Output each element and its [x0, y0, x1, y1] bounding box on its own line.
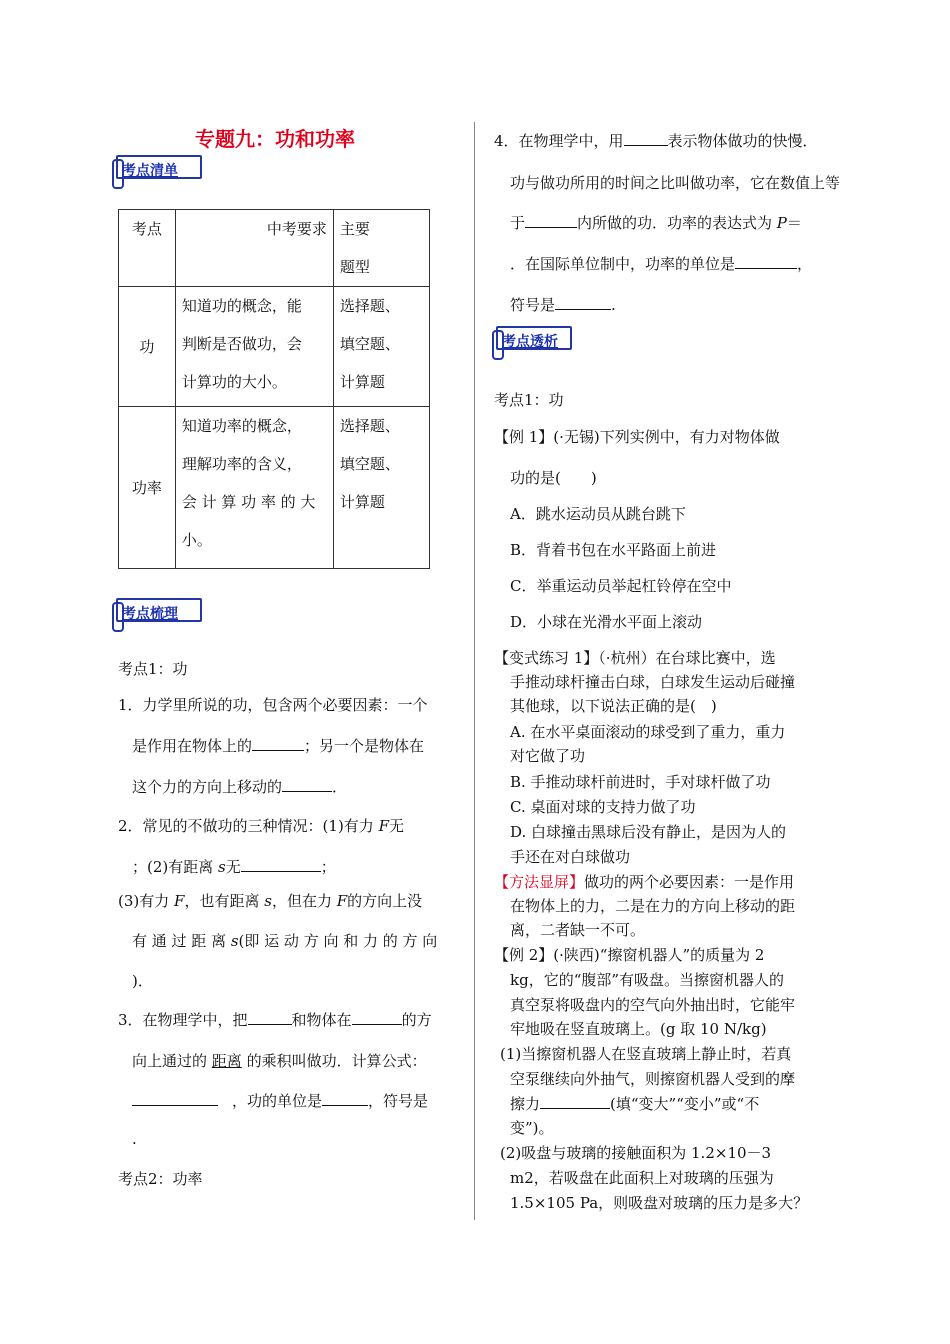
question-2-line5: )． [132, 972, 153, 990]
option: 对它做了功 [510, 747, 586, 765]
question-1-line2: 是作用在物体上的 ；另一个是物体在 [132, 737, 425, 755]
example-2-line: 1.5×105 Pa，则吸盘对玻璃的压力是多大？ [510, 1194, 809, 1212]
column-divider [474, 122, 475, 1220]
question-3: 3．在物理学中，把 和物体在 的方 [118, 1011, 432, 1029]
table-header: 考点 [119, 210, 176, 287]
requirements-table [118, 209, 430, 569]
option: A. 在水平桌面滚动的球受到了重力，重力 [510, 723, 786, 741]
question-3-line4: . [132, 1130, 137, 1148]
example-2-line: (1)当擦窗机器人在竖直玻璃上静止时，若真 [500, 1045, 792, 1063]
example-2: 【例 2】(·陕西)“擦窗机器人”的质量为 2 [494, 946, 765, 964]
variant-1-line: 其他球，以下说法正确的是( ) [510, 697, 717, 715]
example-2-line: 牢地吸在竖直玻璃上。(g 取 10 N/kg) [510, 1020, 767, 1038]
example-1: 【例 1】(·无锡)下列实例中，有力对物体做 [494, 428, 780, 446]
question-4-line5: 符号是 . [510, 296, 616, 314]
table-cell: 功 [119, 287, 176, 407]
example-2-line: m2，若吸盘在此面积上对玻璃的压强为 [510, 1169, 774, 1187]
question-4-line2: 功与做功所用的时间之比叫做功率，它在数值上等 [510, 174, 841, 192]
question-4: 4．在物理学中，用 表示物体做功的快慢． [494, 132, 818, 150]
variant-1-line: 手推动球杆撞击白球，白球发生运动后碰撞 [510, 673, 796, 691]
section-label: 考点2：功率 [118, 1170, 203, 1188]
question-1-line3: 这个力的方向上移动的 ． [132, 778, 348, 796]
method-tip-line: 离，二者缺一不可。 [510, 921, 646, 939]
option: D．小球在光滑水平面上滚动 [510, 613, 703, 631]
example-2-line: kg，它的“腹部”有吸盘。当擦窗机器人的 [510, 971, 785, 989]
table-header: 中考要求 [175, 210, 333, 287]
example-2-line: 真空泵将吸盘内的空气向外抽出时，它能牢 [510, 996, 796, 1014]
question-3-line3: ，功的单位是 ，符号是 [132, 1090, 428, 1111]
table-cell: 知道功的概念，能 判断是否做功，会 计算功的大小。 [175, 287, 333, 407]
question-2: 2．常见的不做功的三种情况：(1)有力 F无 [118, 817, 404, 835]
table-header: 主要 题型 [333, 210, 429, 287]
question-2-line4: 有 通 过 距 离 s(即 运 动 方 向 和 力 的 方 向 [132, 932, 438, 950]
table-cell: 知道功率的概念， 理解功率的含义， 会 计 算 功 率 的 大 小。 [175, 407, 333, 569]
question-2-line3: (3)有力 F，也有距离 s，但在力 F的方向上没 [118, 892, 423, 910]
banner-list: 考点清单 [112, 155, 202, 185]
option: 手还在对白球做功 [510, 848, 631, 866]
question-2-line2: ；(2)有距离 s无 ； [132, 858, 336, 876]
example-1-line2: 功的是( ) [510, 469, 597, 487]
option: B．背着书包在水平路面上前进 [510, 541, 717, 559]
table-cell: 选择题、 填空题、 计算题 [333, 287, 429, 407]
option: C．举重运动员举起杠铃停在空中 [510, 577, 732, 595]
question-1: 1．力学里所说的功，包含两个必要因素：一个 [118, 696, 428, 714]
option: B. 手推动球杆前进时，手对球杆做了功 [510, 773, 771, 791]
method-tip-line: 在物体上的力，二是在力的方向上移动的距 [510, 897, 796, 915]
page-title: 专题九：功和功率 [195, 127, 355, 151]
method-tip: 【方法显屏】做功的两个必要因素：一是作用 [494, 873, 795, 891]
example-2-line: 空泵继续向外抽气，则擦窗机器人受到的摩 [510, 1070, 796, 1088]
example-2-line: 擦力 (填“变大”“变小”或“不 [510, 1095, 760, 1113]
banner-analysis: 考点透析 [492, 326, 572, 356]
option: A．跳水运动员从跳台跳下 [510, 505, 686, 523]
section-label: 考点1：功 [118, 660, 188, 678]
question-3-line2: 向上通过的 距离 的乘积叫做功．计算公式： [132, 1052, 427, 1070]
banner-sort: 考点梳理 [112, 598, 202, 628]
option: D. 白球撞击黑球后没有静止，是因为人的 [510, 823, 787, 841]
section-label: 考点1：功 [494, 391, 564, 409]
question-4-line4: ．在国际单位制中，功率的单位是 ， [510, 255, 813, 273]
question-4-line3: 于 内所做的功．功率的表达式为 P＝ [510, 214, 802, 232]
example-2-line: (2)吸盘与玻璃的接触面积为 1.2×10－3 [500, 1144, 772, 1162]
example-2-line: 变”)。 [510, 1119, 554, 1137]
option: C. 桌面对球的支持力做了功 [510, 798, 696, 816]
table-cell: 功率 [119, 407, 176, 569]
table-cell: 选择题、 填空题、 计算题 [333, 407, 429, 569]
variant-1: 【变式练习 1】（·杭州）在台球比赛中，选 [494, 649, 776, 667]
